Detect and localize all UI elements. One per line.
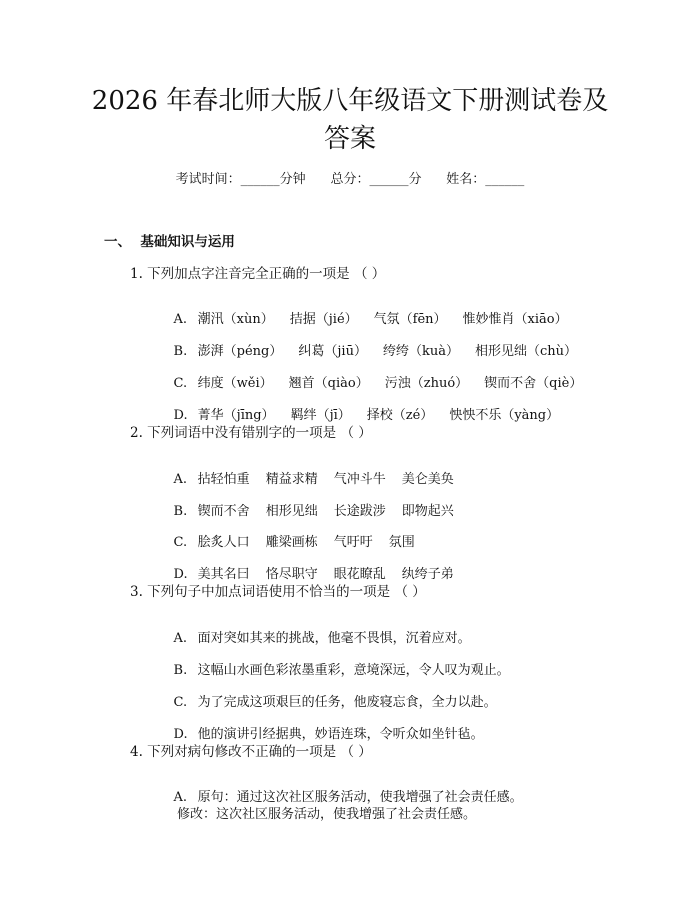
section-heading: 一、 基础知识与运用 <box>104 234 235 250</box>
q4-option-a: A. 原句：通过这次社区服务活动，使我增强了社会责任感。 <box>173 790 523 805</box>
exam-time: 考试时间：______分钟 <box>175 172 306 187</box>
q1-option-b: B. 澎湃（péng） 纠葛（jiū） 绔绔（kuà） 相形见绌（chù） <box>173 344 577 359</box>
q1-option-c: C. 纬度（wěi） 翘首（qiào） 污浊（zhuó） 锲而不舍（qiè） <box>173 376 583 391</box>
question-3-stem: 3. 下列句子中加点词语使用不恰当的一项是 （ ） <box>130 584 426 600</box>
title-line-1: 2026 年春北师大版八年级语文下册测试卷及 <box>91 86 609 116</box>
q2-option-d: D. 美其名曰 恪尽职守 眼花瞭乱 纨绔子弟 <box>173 567 454 582</box>
question-2-stem: 2. 下列词语中没有错别字的一项是 （ ） <box>130 425 372 441</box>
exam-info <box>0 168 700 187</box>
exam-name: 姓名：______ <box>446 172 525 187</box>
q2-option-b: B. 锲而不舍 相形见绌 长途跋涉 即物起兴 <box>173 504 454 519</box>
q3-option-d: D. 他的演讲引经据典，妙语连珠，令听众如坐针毡。 <box>173 727 484 742</box>
q4-option-a-revision: 修改：这次社区服务活动，使我增强了社会责任感。 <box>177 807 477 822</box>
exam-score: 总分：______分 <box>330 172 422 187</box>
q2-option-c: C. 脍炙人口 雕梁画栋 气吁吁 氛围 <box>173 535 415 550</box>
q3-option-b: B. 这幅山水画色彩浓墨重彩，意境深远，令人叹为观止。 <box>173 663 510 678</box>
question-4-stem: 4. 下列对病句修改不正确的一项是 （ ） <box>130 744 372 760</box>
page-title <box>60 82 640 158</box>
q2-option-a: A. 拈轻怕重 精益求精 气冲斗牛 美仑美奂 <box>173 472 454 487</box>
question-1-stem: 1. 下列加点字注音完全正确的一项是 （ ） <box>130 266 386 282</box>
q1-option-d: D. 菁华（jīng） 羁绊（jī） 择校（zé） 怏怏不乐（yàng） <box>173 408 560 423</box>
title-line-2: 答案 <box>323 124 376 154</box>
q3-option-c: C. 为了完成这项艰巨的任务，他废寝忘食，全力以赴。 <box>173 695 497 710</box>
q1-option-a: A. 潮汛（xùn） 拮据（jié） 气氛（fēn） 惟妙惟肖（xiāo） <box>173 312 568 327</box>
q3-option-a: A. 面对突如其来的挑战，他毫不畏惧，沉着应对。 <box>173 631 471 646</box>
